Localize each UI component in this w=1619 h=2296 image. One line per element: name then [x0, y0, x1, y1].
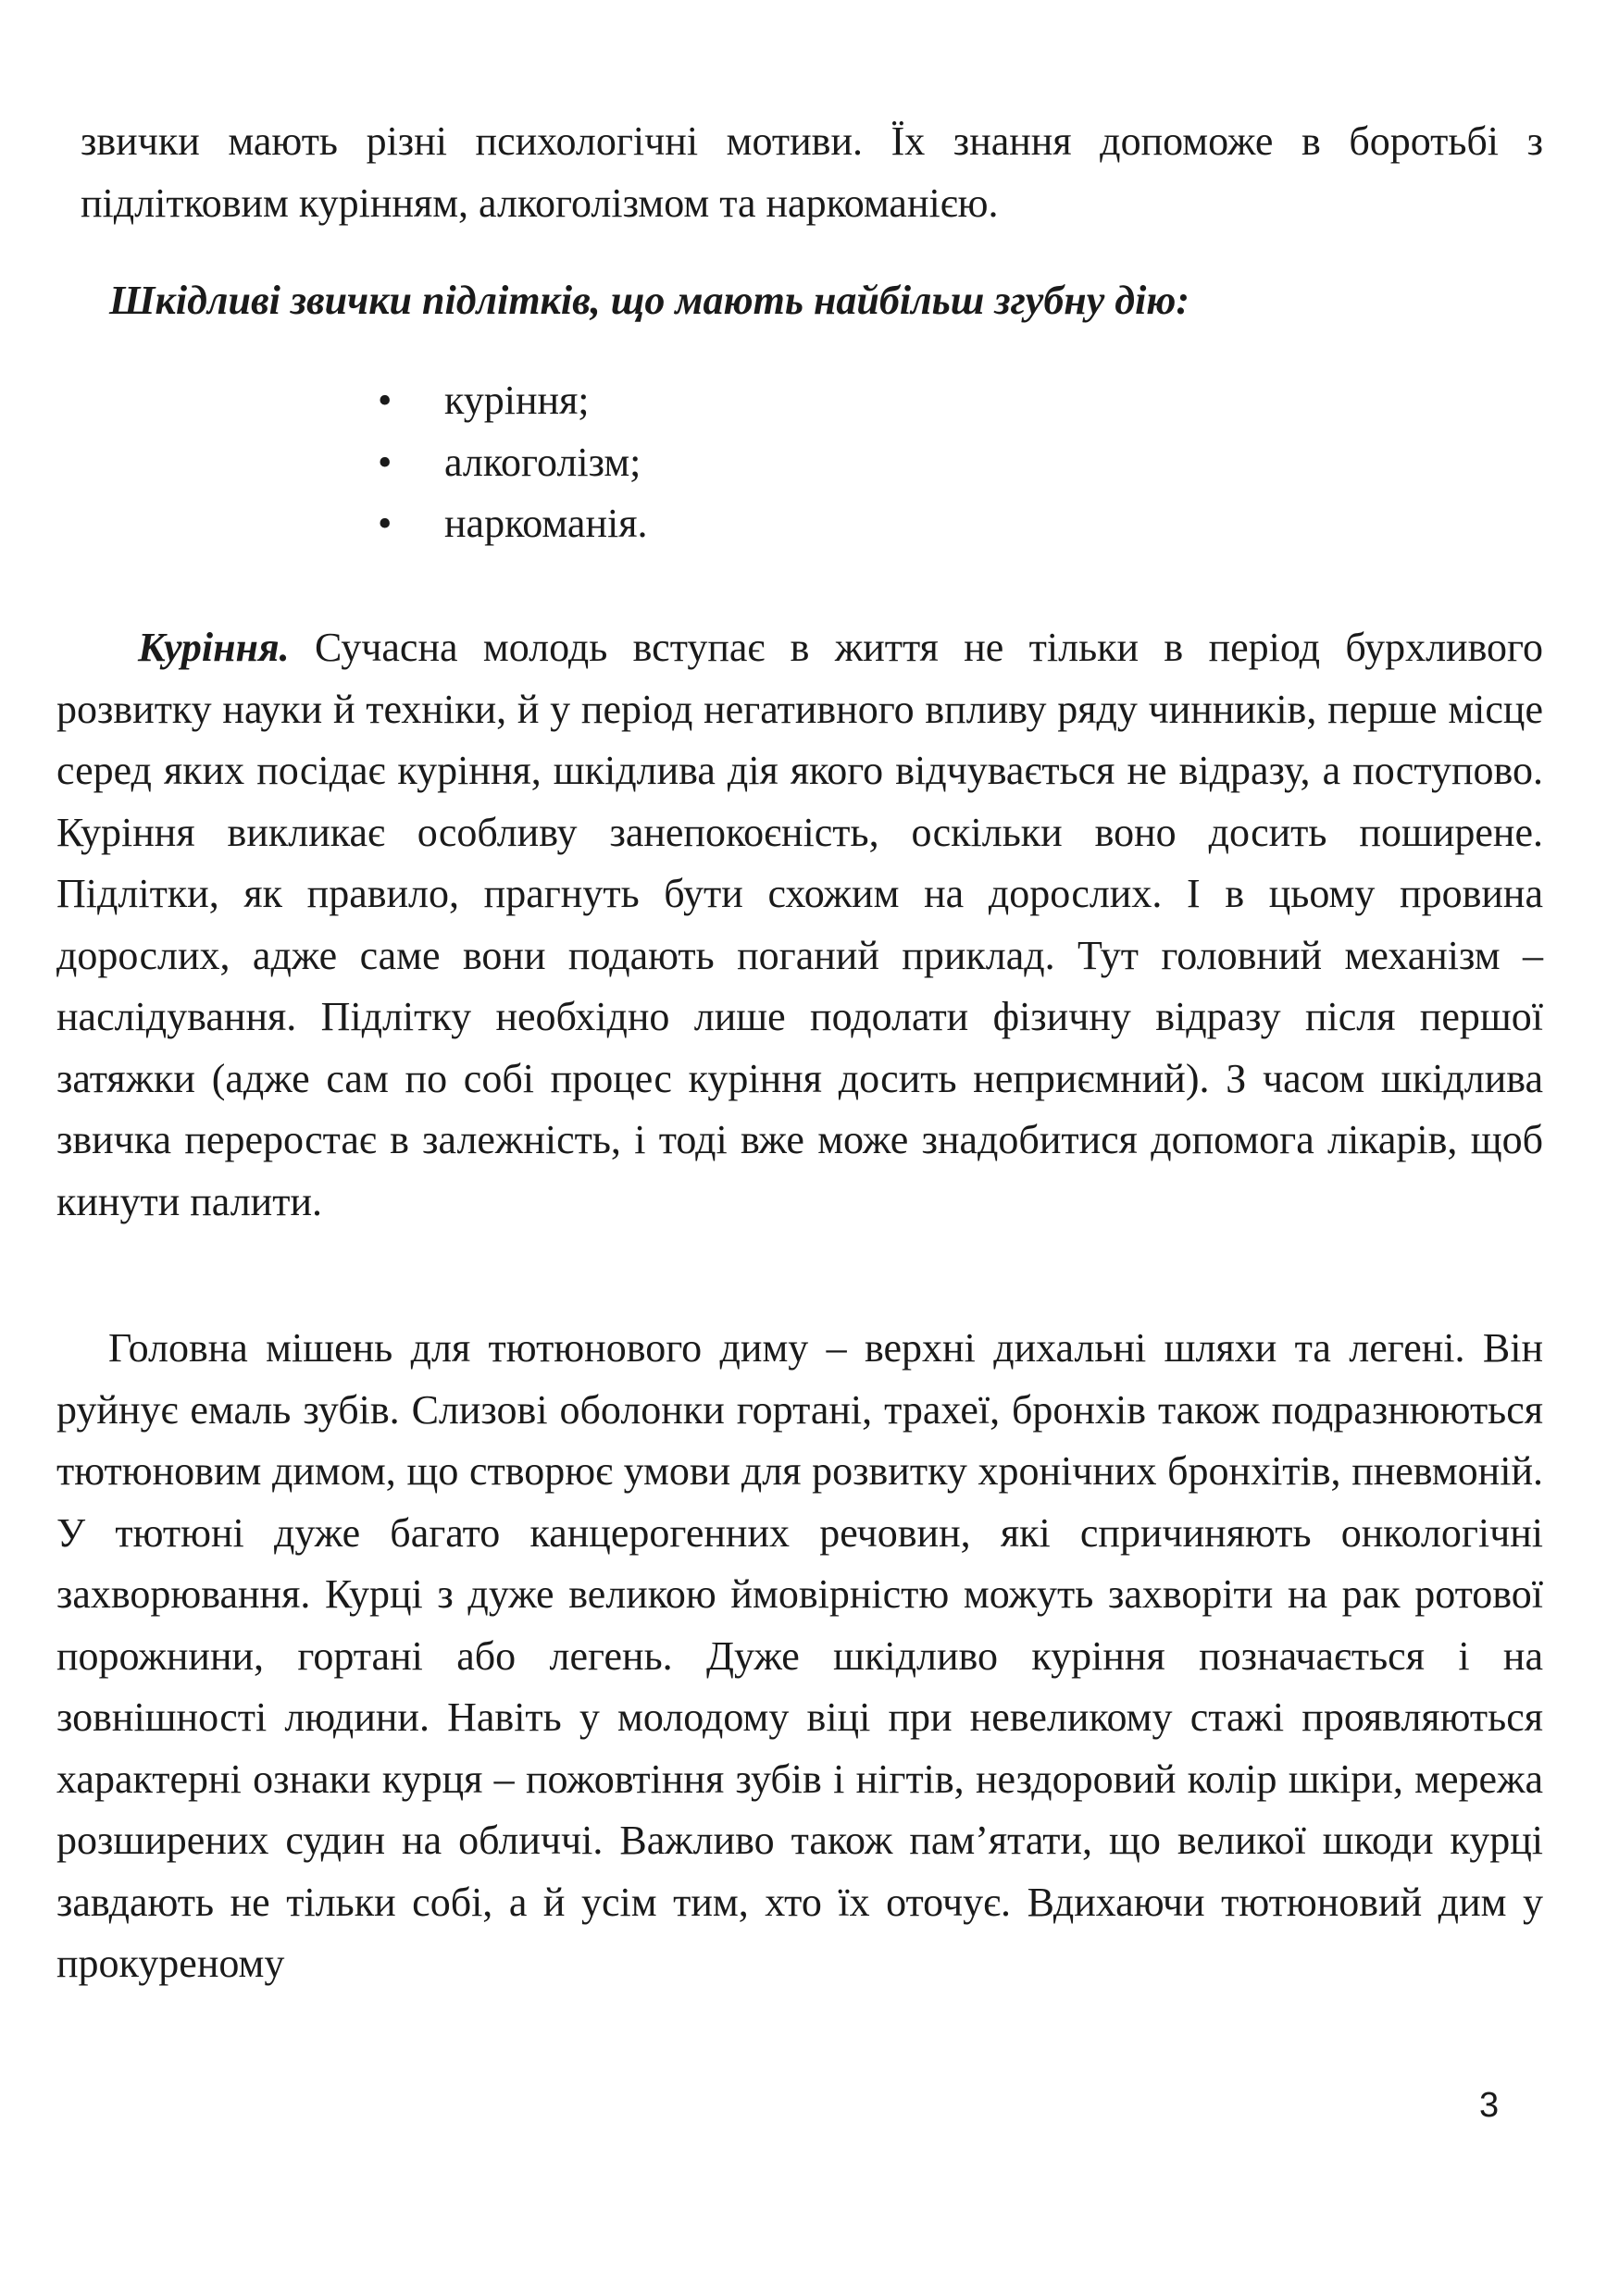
smoking-paragraph: [56, 617, 1543, 1233]
list-item-text: наркоманія.: [444, 501, 648, 546]
list-item: [370, 432, 647, 494]
bullet-icon: •: [378, 378, 392, 423]
bullet-icon: •: [378, 439, 392, 485]
tobacco-target-paragraph: [56, 1318, 1543, 1995]
run-in-heading: Куріння.: [138, 625, 290, 670]
intro-paragraph: [81, 111, 1543, 234]
paragraph-text: Головна мішень для тютюнового диму – верхні дихальні шляхи та легені. Він руйнує емаль зубів. Слизові оболонки гортані, трахеї, бронхів також подразнюються тютюновим димом, що створює умови для розвитку хронічних бронхітів, пневмоній. У тютюні дуже багато канцерогенних речовин, які спричиняють онкологічні захворювання. Курці з дуже великою ймовірністю можуть захворіти на рак ротової порожнини, гортані або легень. Дуже шкідливо куріння позначається і на зовнішності людини. Навіть у молодому віці при невеликому стажі проявляються характерні ознаки курця – пожовтіння зубів і нігтів, нездоровий колір шкіри, мережа розширених судин на обличчі. Важливо також пам’ятати, що великої шкоди курці завдають не тільки собі, а й усім тим, хто їх оточує. Вдихаючи тютюновий дим у прокуреному: [56, 1325, 1543, 1986]
paragraph-text: Сучасна молодь вступає в життя не тільки в період бурхливого розвитку науки й техніки, й у період негативного впливу ряду чинників, перше місце серед яких посідає куріння, шкідлива дія якого відчувається не відразу, а поступово. Куріння викликає особливу занепокоєність, оскільки воно досить поширене. Підлітки, як правило, прагнуть бути схожим на дорослих. І в цьому провина дорослих, адже саме вони подають поганий приклад. Тут головний механізм – наслідування. Підлітку необхідно лише подолати фізичну відразу після першої затяжки (адже сам по собі процес куріння досить неприємний). З часом шкідлива звичка переростає в залежність, і тоді вже може знадобитися допомога лікарів, щоб кинути палити.: [56, 625, 1543, 1224]
bad-habits-list: [370, 370, 647, 555]
page-number: 3: [1479, 2086, 1500, 2125]
section-heading: Шкідливі звички підлітків, що мають найбільш згубну дію:: [109, 278, 1190, 323]
list-item: [370, 370, 647, 432]
list-item-text: куріння;: [444, 378, 590, 423]
intro-text: звички мають різні психологічні мотиви. Їх знання допоможе в боротьбі з підлітковим курінням, алкоголізмом та наркоманією.: [81, 118, 1543, 226]
list-item: [370, 493, 647, 555]
bullet-icon: •: [378, 501, 392, 546]
list-item-text: алкоголізм;: [444, 439, 641, 485]
